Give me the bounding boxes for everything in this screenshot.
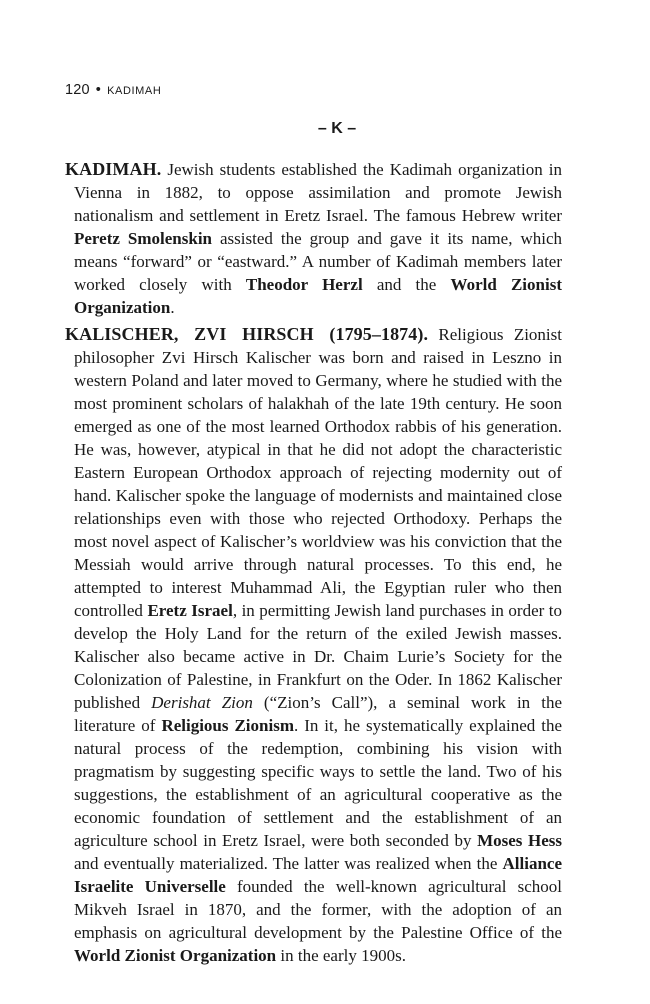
section-letter-heading: – K – <box>317 120 357 137</box>
entry-headword: KALISCHER, ZVI HIRSCH (1795–1874). <box>65 324 429 344</box>
entry-text: , in permitting Jewish land purchases in order to develop the Holy Land for the return of the exiled Jewish masses. Kalischer also became active in Dr. Chaim Lurie’s Society for the Colonization of Palestine, in Frankfurt on the Oder. In 1862 Kalischer published <box>74 601 563 712</box>
entry-kadimah <box>65 158 562 319</box>
entry-text: assisted the group and gave it its name, which means “forward” or “eastward.” A number of Kadimah members later worked closely with <box>74 229 562 294</box>
bullet-separator: • <box>95 82 102 98</box>
running-head-title: KADIMAH <box>107 85 162 97</box>
entry-text: Religious Zionist philosopher Zvi Hirsch Kalischer was born and raised in Leszno in western Poland and later moved to Germany, where he studied with the most prominent scholars of halakhah of the late 19th century. He soon emerged as one of the most learned Orthodox rabbis of his generation. He was, however, atypical in that he did not adopt the characteristic Eastern European Orthodox approach of rejecting modernity out of hand. Kalischer spoke the language of modernists and maintained close relationships even with those who rejected Orthodoxy. Perhaps the most novel aspect of Kalischer’s worldview was his conviction that the Messiah would arrive through natural processes. To this end, he attempted to interest Muhammad Ali, the Egyptian ruler who then controlled <box>74 325 562 620</box>
running-head <box>65 82 161 98</box>
entry-text: . In it, he systematically explained the natural process of the redemption, combining his vision with pragmatism by suggesting specific ways to settle the land. Two of his suggestions, the establishment of an agricultural cooperative as the economic foundation of settlement and the establishment of an agriculture school in Eretz Israel, were both seconded by <box>74 716 562 850</box>
cross-reference: Religious Zionism <box>161 716 294 735</box>
entry-text: and eventually materialized. The latter was realized when the <box>74 854 503 873</box>
entry-text: . <box>170 298 175 317</box>
entry-text: and the <box>362 275 451 294</box>
entry-text: founded the well-known agricultural school Mikveh Israel in 1870, and the former, with the adoption of an emphasis on agricultural development by the Palestine Office of the <box>74 877 562 942</box>
cross-reference: Moses Hess <box>477 831 562 850</box>
cross-reference: World Zionist Organization <box>74 946 277 965</box>
entry-headword: KADIMAH. <box>65 159 162 179</box>
cross-reference: Theodor Herzl <box>245 275 363 294</box>
cross-reference: Eretz Israel <box>147 601 233 620</box>
entry-text: (“Zion’s Call”), a seminal work in the literature of <box>74 693 562 735</box>
book-title: Derishat Zion <box>151 693 253 712</box>
entry-text: in the early 1900s. <box>276 946 406 965</box>
entry-text: Jewish students established the Kadimah organization in Vienna in 1882, to oppose assimilation and promote Jewish nationalism and settlement in Eretz Israel. The famous Hebrew writer <box>74 160 562 225</box>
page-number: 120 <box>65 82 90 98</box>
entry-kalischer <box>65 323 562 967</box>
cross-reference: Peretz Smolenskin <box>74 229 212 248</box>
cross-reference: Alliance Israelite Universelle <box>74 854 562 896</box>
cross-reference: World Zionist Organization <box>74 275 562 317</box>
